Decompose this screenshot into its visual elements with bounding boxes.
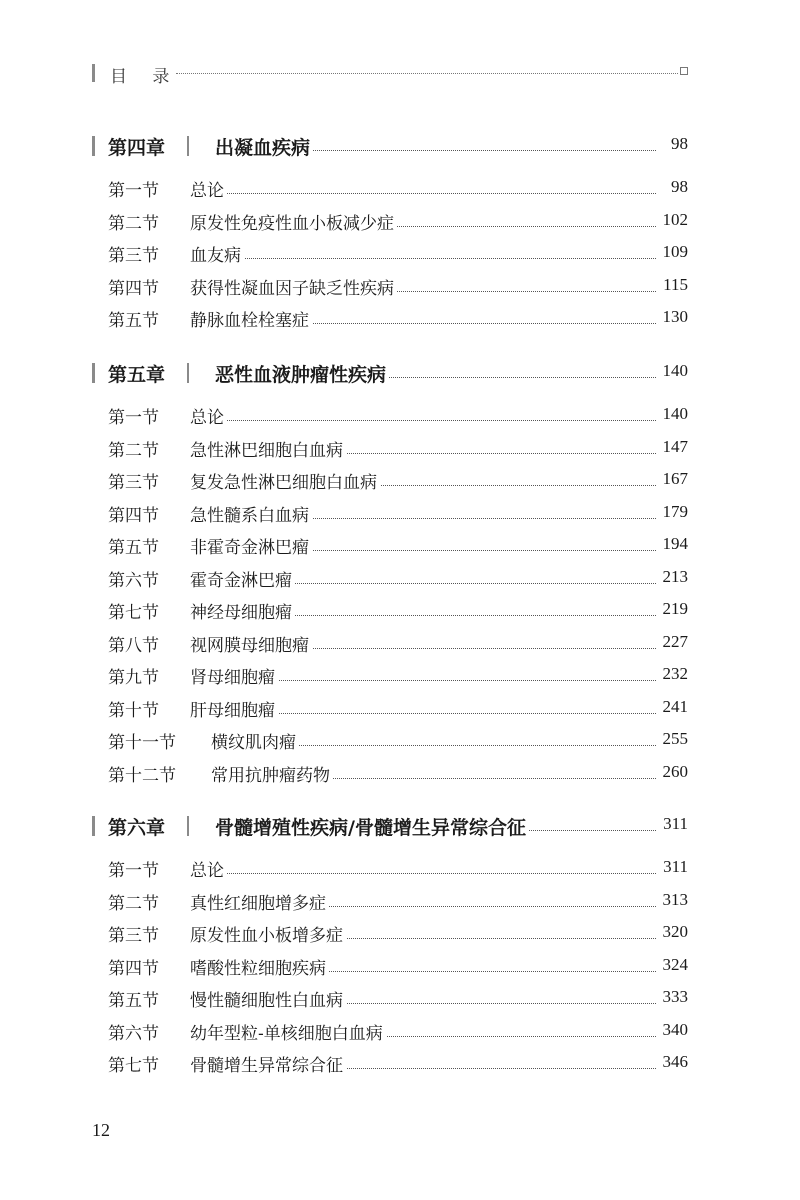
section-label: 第六节 <box>108 1023 159 1044</box>
section-entry[interactable] <box>108 761 688 785</box>
section-label: 第四节 <box>108 958 159 979</box>
section-entry[interactable] <box>108 501 688 525</box>
section-entry[interactable] <box>108 566 688 590</box>
section-title: 神经母细胞瘤 <box>190 598 295 623</box>
section-entry[interactable] <box>108 306 688 330</box>
section-page-number: 194 <box>662 534 688 553</box>
section-label: 第一节 <box>108 861 159 881</box>
section-label: 第十二节 <box>108 765 176 786</box>
chapter-bar-right <box>187 136 189 156</box>
section-label: 第八节 <box>108 635 159 656</box>
section-label: 第二节 <box>108 213 159 234</box>
section-page-number: 147 <box>662 436 688 456</box>
section-label: 第五节 <box>108 311 159 331</box>
section-title: 肝母细胞瘤 <box>190 696 278 721</box>
section-label: 第五节 <box>108 538 159 558</box>
section-entry[interactable] <box>108 986 688 1010</box>
section-title: 总论 <box>190 403 227 428</box>
section-title: 急性淋巴细胞白血病 <box>190 436 346 461</box>
section-title: 非霍奇金淋巴瘤 <box>190 533 312 558</box>
section-page-number: 115 <box>663 274 688 294</box>
chapter-page-number: 311 <box>663 814 688 833</box>
chapter-entry[interactable] <box>92 133 688 159</box>
section-entry[interactable] <box>108 209 688 233</box>
section-title: 复发急性淋巴细胞白血病 <box>190 468 380 493</box>
section-label: 第三节 <box>108 473 159 493</box>
section-title: 肾母细胞瘤 <box>190 663 278 688</box>
section-entry[interactable] <box>108 631 688 655</box>
section-label: 第五节 <box>108 991 159 1011</box>
section-entry[interactable] <box>108 696 688 720</box>
section-label: 第二节 <box>108 893 159 914</box>
section-title: 总论 <box>190 856 227 881</box>
section-entry[interactable] <box>108 468 688 492</box>
section-page-number: 333 <box>662 987 688 1006</box>
section-entry[interactable] <box>108 728 688 752</box>
chapter-page-number: 140 <box>662 361 688 380</box>
section-page-number: 130 <box>662 307 688 326</box>
section-entry[interactable] <box>108 176 688 200</box>
chapter-bar-left <box>92 816 95 836</box>
section-entry[interactable] <box>108 921 688 945</box>
section-title: 慢性髓细胞性白血病 <box>190 986 346 1011</box>
chapter-label: 第六章 <box>108 817 166 839</box>
section-page-number: 320 <box>662 922 688 941</box>
section-entry[interactable] <box>108 856 688 880</box>
section-entry[interactable] <box>108 598 688 622</box>
chapter-page-number: 98 <box>671 134 688 153</box>
section-title: 常用抗肿瘤药物 <box>211 761 333 786</box>
section-label: 第三节 <box>108 926 159 946</box>
section-title: 幼年型粒-单核细胞白血病 <box>190 1019 386 1044</box>
chapter-entry[interactable] <box>92 813 688 839</box>
section-label: 第三节 <box>108 246 159 266</box>
section-page-number: 311 <box>663 857 688 876</box>
section-page-number: 179 <box>662 501 688 521</box>
section-page-number: 102 <box>662 209 688 229</box>
section-entry[interactable] <box>108 241 688 265</box>
chapter-title: 出凝血疾病 <box>215 133 313 160</box>
page-number: 12 <box>92 1120 110 1140</box>
section-label: 第一节 <box>108 408 159 428</box>
section-leader-dots <box>190 873 656 874</box>
section-leader-dots <box>190 258 656 259</box>
section-page-number: 241 <box>662 696 688 716</box>
section-title: 真性红细胞增多症 <box>190 889 329 914</box>
section-page-number: 167 <box>662 469 688 488</box>
section-page-number: 140 <box>662 404 688 423</box>
section-entry[interactable] <box>108 436 688 460</box>
section-label: 第一节 <box>108 181 159 201</box>
section-title: 原发性免疫性血小板减少症 <box>190 209 397 234</box>
section-label: 第二节 <box>108 440 159 461</box>
section-page-number: 227 <box>662 631 688 651</box>
section-label: 第七节 <box>108 603 159 623</box>
section-label: 第九节 <box>108 668 159 688</box>
section-page-number: 219 <box>662 599 688 618</box>
section-label: 第十节 <box>108 700 159 721</box>
section-page-number: 324 <box>662 954 688 974</box>
section-label: 第七节 <box>108 1056 159 1076</box>
section-entry[interactable] <box>108 663 688 687</box>
chapter-bar-right <box>187 363 189 383</box>
section-entry[interactable] <box>108 889 688 913</box>
section-title: 横纹肌肉瘤 <box>211 728 299 753</box>
section-page-number: 98 <box>671 177 688 196</box>
section-title: 静脉血栓栓塞症 <box>190 306 312 331</box>
section-title: 血友病 <box>190 241 244 266</box>
section-entry[interactable] <box>108 274 688 298</box>
section-title: 原发性血小板增多症 <box>190 921 346 946</box>
section-page-number: 109 <box>662 242 688 261</box>
section-entry[interactable] <box>108 533 688 557</box>
section-title: 总论 <box>190 176 227 201</box>
section-page-number: 260 <box>662 761 688 781</box>
section-label: 第六节 <box>108 570 159 591</box>
section-page-number: 213 <box>662 566 688 586</box>
section-leader-dots <box>190 193 656 194</box>
chapter-title: 骨髓增殖性疾病/骨髓增生异常综合征 <box>215 813 529 840</box>
section-label: 第四节 <box>108 278 159 299</box>
chapter-bar-left <box>92 363 95 383</box>
section-leader-dots <box>190 420 656 421</box>
section-title: 视网膜母细胞瘤 <box>190 631 312 656</box>
chapter-entry[interactable] <box>92 360 688 386</box>
section-label: 第十一节 <box>108 733 176 753</box>
section-entry[interactable] <box>108 954 688 978</box>
section-title: 获得性凝血因子缺乏性疾病 <box>190 274 397 299</box>
section-page-number: 232 <box>662 664 688 683</box>
section-entry[interactable] <box>108 403 688 427</box>
section-title: 急性髓系白血病 <box>190 501 312 526</box>
chapter-label: 第四章 <box>108 137 166 159</box>
section-title: 嗜酸性粒细胞疾病 <box>190 954 329 979</box>
chapter-title: 恶性血液肿瘤性疾病 <box>215 360 389 387</box>
page-title: 目 录 <box>110 67 180 87</box>
section-page-number: 255 <box>662 729 688 748</box>
section-label: 第四节 <box>108 505 159 526</box>
section-entry[interactable] <box>108 1019 688 1043</box>
section-page-number: 346 <box>662 1052 688 1071</box>
section-page-number: 313 <box>662 889 688 909</box>
section-title: 骨髓增生异常综合征 <box>190 1051 346 1076</box>
chapter-label: 第五章 <box>108 364 166 386</box>
chapter-bar-right <box>187 816 189 836</box>
section-entry[interactable] <box>108 1051 688 1075</box>
section-page-number: 340 <box>662 1019 688 1039</box>
section-title: 霍奇金淋巴瘤 <box>190 566 295 591</box>
chapter-bar-left <box>92 136 95 156</box>
